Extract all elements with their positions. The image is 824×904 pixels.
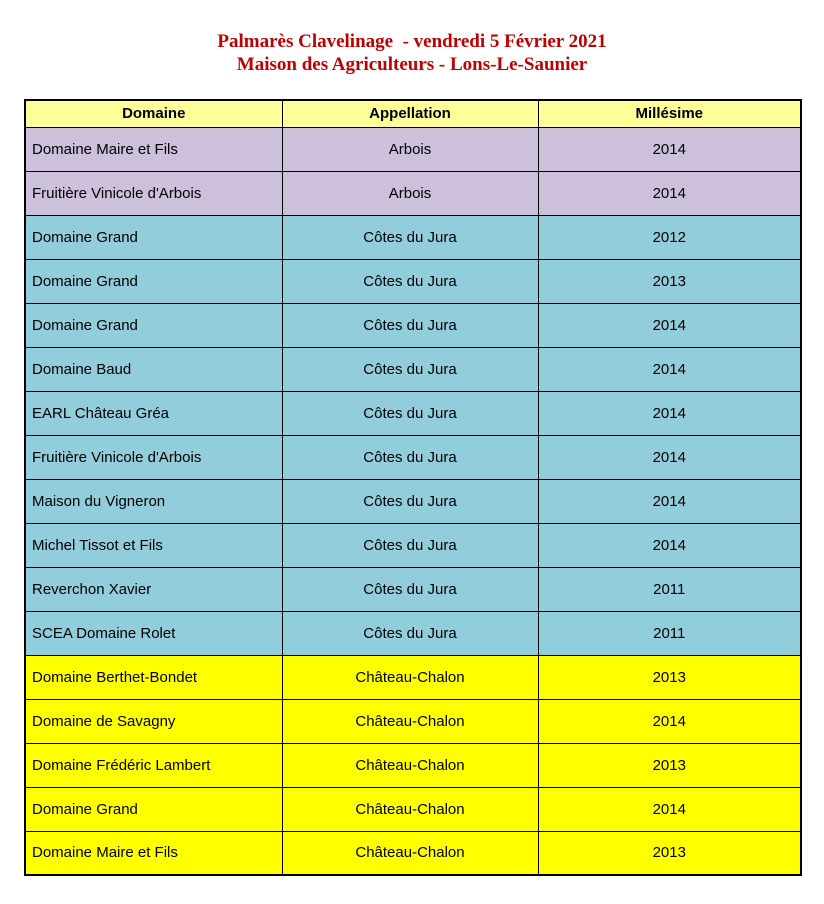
cell-appellation: Château-Chalon xyxy=(282,655,538,699)
table-row xyxy=(25,479,801,523)
cell-domaine: Domaine de Savagny xyxy=(25,699,282,743)
table-row xyxy=(25,259,801,303)
cell-millesime: 2011 xyxy=(538,611,801,655)
table-row xyxy=(25,303,801,347)
table-row xyxy=(25,567,801,611)
table-row xyxy=(25,215,801,259)
cell-millesime: 2014 xyxy=(538,479,801,523)
cell-domaine: Domaine Baud xyxy=(25,347,282,391)
table-row xyxy=(25,831,801,875)
cell-domaine: Domaine Frédéric Lambert xyxy=(25,743,282,787)
cell-appellation: Côtes du Jura xyxy=(282,611,538,655)
table-row xyxy=(25,743,801,787)
title-line-2: Maison des Agriculteurs - Lons-Le-Saunier xyxy=(236,54,588,75)
cell-millesime: 2013 xyxy=(538,655,801,699)
cell-domaine: Domaine Berthet-Bondet xyxy=(25,655,282,699)
page-title xyxy=(0,0,824,76)
palmares-table xyxy=(24,99,802,876)
cell-millesime: 2014 xyxy=(538,699,801,743)
cell-domaine: Fruitière Vinicole d'Arbois xyxy=(25,435,282,479)
table-row xyxy=(25,127,801,171)
cell-domaine: Domaine Grand xyxy=(25,787,282,831)
cell-millesime: 2014 xyxy=(538,435,801,479)
cell-appellation: Côtes du Jura xyxy=(282,259,538,303)
cell-domaine: Reverchon Xavier xyxy=(25,567,282,611)
cell-appellation: Château-Chalon xyxy=(282,743,538,787)
table-row xyxy=(25,655,801,699)
table-body xyxy=(25,127,801,875)
cell-appellation: Côtes du Jura xyxy=(282,435,538,479)
header-row xyxy=(25,100,801,127)
table-row xyxy=(25,435,801,479)
cell-appellation: Château-Chalon xyxy=(282,831,538,875)
table-row xyxy=(25,787,801,831)
cell-millesime: 2014 xyxy=(538,303,801,347)
cell-appellation: Côtes du Jura xyxy=(282,523,538,567)
cell-appellation: Côtes du Jura xyxy=(282,303,538,347)
cell-domaine: Michel Tissot et Fils xyxy=(25,523,282,567)
column-header-domaine: Domaine xyxy=(25,100,282,127)
cell-domaine: Fruitière Vinicole d'Arbois xyxy=(25,171,282,215)
cell-domaine: Domaine Maire et Fils xyxy=(25,127,282,171)
cell-millesime: 2013 xyxy=(538,743,801,787)
table-row xyxy=(25,171,801,215)
cell-millesime: 2014 xyxy=(538,347,801,391)
cell-appellation: Côtes du Jura xyxy=(282,215,538,259)
cell-millesime: 2013 xyxy=(538,831,801,875)
cell-domaine: Domaine Grand xyxy=(25,215,282,259)
cell-millesime: 2011 xyxy=(538,567,801,611)
cell-domaine: Domaine Maire et Fils xyxy=(25,831,282,875)
table-row xyxy=(25,391,801,435)
cell-millesime: 2014 xyxy=(538,127,801,171)
cell-millesime: 2012 xyxy=(538,215,801,259)
cell-appellation: Château-Chalon xyxy=(282,699,538,743)
cell-appellation: Côtes du Jura xyxy=(282,567,538,611)
column-header-appellation: Appellation xyxy=(282,100,538,127)
title-line-1: Palmarès Clavelinage - vendredi 5 Février 2021 xyxy=(217,31,607,52)
cell-domaine: Domaine Grand xyxy=(25,303,282,347)
cell-millesime: 2014 xyxy=(538,787,801,831)
cell-domaine: EARL Château Gréa xyxy=(25,391,282,435)
cell-appellation: Côtes du Jura xyxy=(282,479,538,523)
cell-appellation: Château-Chalon xyxy=(282,787,538,831)
table-row xyxy=(25,699,801,743)
cell-appellation: Arbois xyxy=(282,171,538,215)
column-header-millesime: Millésime xyxy=(538,100,801,127)
cell-millesime: 2014 xyxy=(538,391,801,435)
cell-millesime: 2013 xyxy=(538,259,801,303)
cell-domaine: Domaine Grand xyxy=(25,259,282,303)
table-row xyxy=(25,523,801,567)
cell-domaine: SCEA Domaine Rolet xyxy=(25,611,282,655)
cell-domaine: Maison du Vigneron xyxy=(25,479,282,523)
cell-millesime: 2014 xyxy=(538,523,801,567)
cell-appellation: Arbois xyxy=(282,127,538,171)
table-row xyxy=(25,611,801,655)
cell-millesime: 2014 xyxy=(538,171,801,215)
table-row xyxy=(25,347,801,391)
cell-appellation: Côtes du Jura xyxy=(282,391,538,435)
cell-appellation: Côtes du Jura xyxy=(282,347,538,391)
